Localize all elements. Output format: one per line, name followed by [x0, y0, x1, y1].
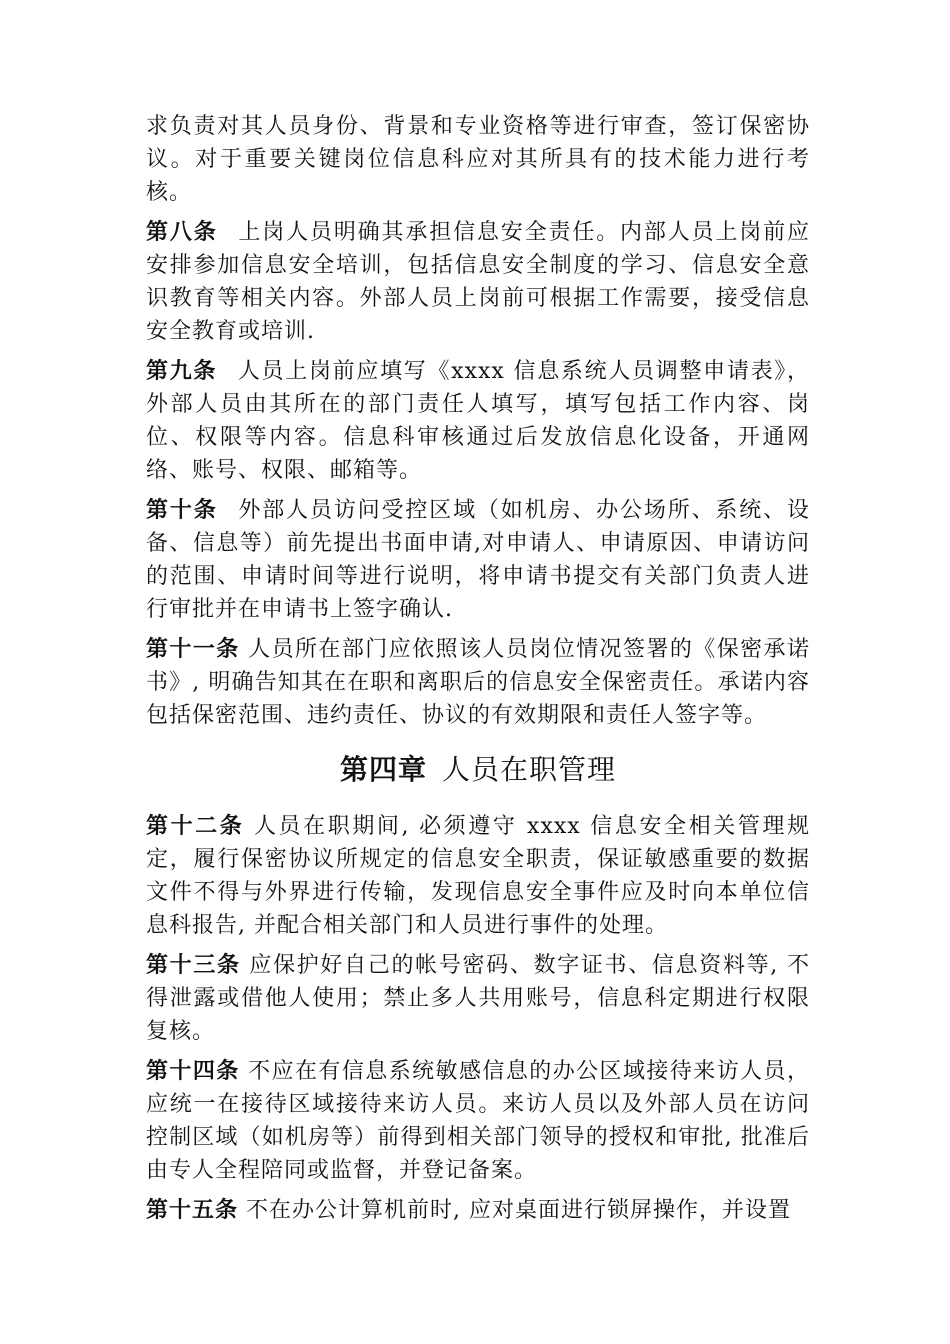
article-10 [146, 494, 810, 626]
article-text: 不在办公计算机前时, 应对桌面进行锁屏操作，并设置 [246, 1198, 792, 1223]
article-9 [146, 355, 810, 487]
article-label: 第十五条 [146, 1197, 239, 1223]
article-label: 第十条 [146, 497, 218, 523]
article-label: 第十二条 [146, 813, 245, 839]
article-13 [146, 949, 810, 1048]
article-label: 第十一条 [146, 636, 240, 662]
article-text: 人员在职期间, 必须遵守 xxxx 信息安全相关管理规定，履行保密协议所规定的信息安全职责，保证敏感重要的数据文件不得与外界进行传输，发现信息安全事件应及时向本单位信息科报告, 并配合相关部门和人员进行事件的处理。 [146, 814, 810, 938]
chapter-title: 人员在职管理 [442, 753, 617, 786]
article-label: 第九条 [146, 358, 218, 384]
article-label: 第八条 [146, 219, 218, 245]
article-14 [146, 1055, 810, 1187]
chapter-number: 第四章 [339, 753, 427, 786]
article-11 [146, 633, 810, 732]
article-text: 应保护好自己的帐号密码、数字证书、信息资料等, 不得泄露或借他人使用；禁止多人共用账号，信息科定期进行权限复核。 [146, 953, 810, 1044]
article-8 [146, 216, 810, 348]
article-15 [146, 1194, 810, 1227]
document-body [146, 110, 810, 1234]
article-label: 第十三条 [146, 952, 241, 978]
article-text: 外部人员访问受控区域（如机房、办公场所、系统、设备、信息等）前先提出书面申请,对申请人、申请原因、申请访问的范围、申请时间等进行说明，将申请书提交有关部门负责人进行审批并在申请书上签字确认. [146, 498, 810, 622]
article-text: 人员上岗前应填写《xxxx 信息系统人员调整申请表》，外部人员由其所在的部门责任人填写，填写包括工作内容、岗位、权限等内容。信息科审核通过后发放信息化设备，开通网络、账号、权限、邮箱等。 [146, 359, 810, 483]
article-text: 人员所在部门应依照该人员岗位情况签署的《保密承诺书》, 明确告知其在在职和离职后的信息安全保密责任。承诺内容包括保密范围、违约责任、协议的有效期限和责任人签字等。 [146, 637, 810, 728]
chapter-heading [146, 750, 810, 790]
article-text: 上岗人员明确其承担信息安全责任。内部人员上岗前应安排参加信息安全培训，包括信息安全制度的学习、信息安全意识教育等相关内容。外部人员上岗前可根据工作需要，接受信息安全教育或培训. [146, 220, 810, 344]
article-label: 第十四条 [146, 1058, 240, 1084]
article-text: 不应在有信息系统敏感信息的办公区域接待来访人员，应统一在接待区域接待来访人员。来访人员以及外部人员在访问控制区域（如机房等）前得到相关部门领导的授权和审批, 批准后由专人全程陪同或监督，并登记备案。 [146, 1059, 810, 1183]
paragraph-continued [146, 110, 810, 209]
paragraph-text: 求负责对其人员身份、背景和专业资格等进行审查，签订保密协议。对于重要关键岗位信息科应对其所具有的技术能力进行考核。 [146, 114, 810, 205]
article-12 [146, 810, 810, 942]
